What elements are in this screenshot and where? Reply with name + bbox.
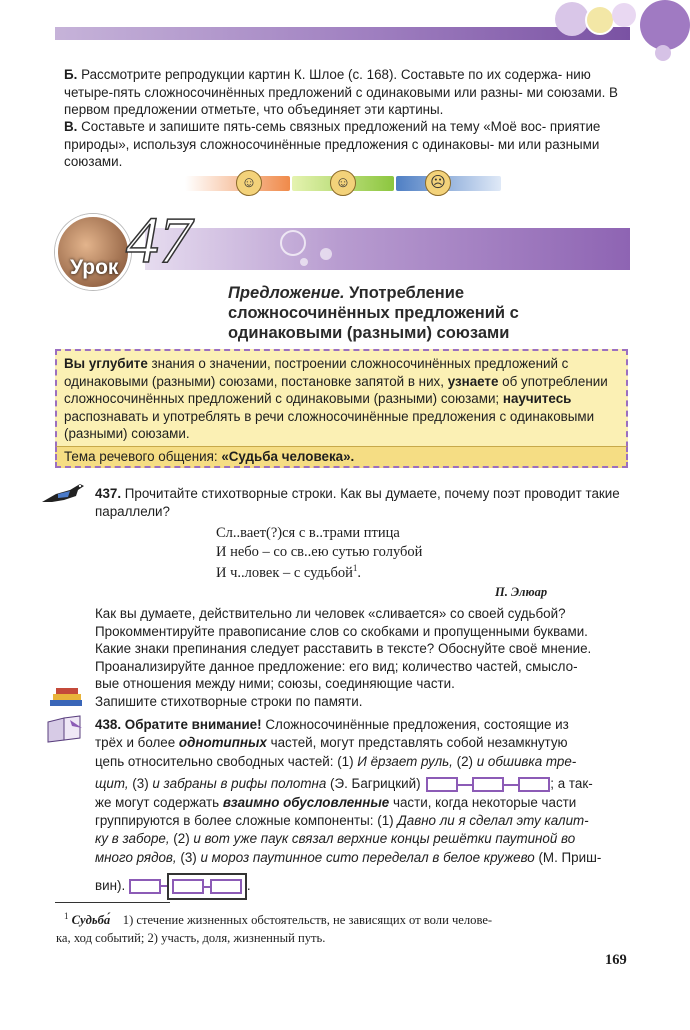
ex438 (95, 716, 630, 900)
scheme-box (518, 777, 550, 792)
decor-circle (300, 258, 308, 266)
poem-line-3 (216, 563, 361, 582)
ex438-text: (3) (128, 776, 153, 792)
ex438-example: и обшивка тре- (476, 753, 577, 769)
footnote-ref: 1 (352, 563, 358, 573)
task-v-text: Составьте и запишите пять-семь связных предложений на тему «Моё вос- приятие природы», используя сложносочинённые предложения с одинаковы- ми или разными союзами. (64, 119, 601, 170)
question-line: вые отношения между ними; союзы, соединяющие части. (95, 676, 455, 692)
footnote-mark: 1 (64, 911, 69, 921)
ex437-intro-text: Прочитайте стихотворные строки. Как вы думаете, почему поэт проводит такие параллели? (95, 486, 620, 519)
chain-scheme (426, 776, 550, 791)
grouped-scheme (129, 878, 247, 893)
lesson-title-italic: Предложение. (228, 284, 345, 302)
sad-face-icon: ☹ (425, 170, 451, 196)
ex438-text: (2) (452, 753, 477, 769)
ex438-heading: Обратите внимание! (124, 717, 262, 732)
goals-text-1: знания о значении, построении сложносочинённых предложений с одинаковыми (разными) союзами, постановке запятой в них, (64, 356, 569, 389)
task-b-text: Рассмотрите репродукции картин К. Шлое (с. 168). Составьте по их содержа- нию четыре-пять сложносочинённых предложений с одинаковыми или разны- ми союзами. В первом предложении отметьте, что объединяет эти картины. (64, 67, 618, 118)
attention-book-icon (46, 714, 84, 744)
poem-line-3-text: И ч..ловек – с судьбой (216, 564, 353, 581)
topic-label: Тема речевого общения: (64, 449, 218, 464)
ex438-text: же могут содержать (95, 794, 223, 810)
question-line: Запишите стихотворные строки по памяти. (95, 693, 363, 709)
ex438-example: и мороз паутинное сито переделал в белое кружево (200, 849, 535, 865)
scheme-box (210, 879, 242, 894)
poem-line-1: Сл..вает(?)ся с в..трами птица (216, 525, 400, 541)
ex438-text: части, когда некоторые части (389, 794, 577, 810)
lesson-word: Урок (70, 256, 119, 279)
ex438-term: однотипных (178, 735, 267, 751)
goals-bold-2: узнаете (447, 373, 499, 389)
goals-bold-3: научитесь (502, 391, 572, 407)
scheme-box (172, 879, 204, 894)
question-line: Какие знаки препинания следует расставить в тексте? Обоснуйте своё мнение. (95, 641, 592, 657)
decor-circle (320, 248, 332, 260)
decor-circle (280, 230, 306, 256)
ex438-example: И ёрзает руль, (357, 753, 453, 769)
task-b-label: Б. (64, 67, 78, 82)
task-v-label: В. (64, 119, 78, 134)
ex438-text: (М. Приш- (534, 849, 602, 865)
smile-face-icon: ☺ (330, 170, 356, 196)
magpie-icon (40, 478, 86, 508)
footnote-line-1: 1) стечение жизненных обстоятельств, не зависящих от воли челове- (122, 913, 493, 928)
decor-circle (585, 5, 615, 35)
topic-line (64, 448, 354, 466)
ex438-text: частей, могут представлять собой незамкнутую (266, 735, 568, 751)
page-number: 169 (605, 952, 627, 968)
goals-text (64, 355, 624, 443)
poem-author: П. Элюар (495, 585, 548, 599)
lesson-title-rest: Употребление сложносочинённых предложений с одинаковыми (разными) союзами (228, 284, 519, 342)
ex438-text: (Э. Багрицкий) (326, 776, 421, 792)
scheme-box (129, 879, 161, 894)
ex438-text: (3) (176, 849, 201, 865)
footnote-divider (55, 902, 170, 903)
decor-circle (655, 45, 671, 61)
lesson-band (145, 228, 630, 270)
footnote-word: Судьба́ (71, 913, 111, 928)
poem-line-2: И небо – со св..ею сутью голубой (216, 544, 423, 560)
ex438-example: ку в заборе, (95, 831, 170, 847)
task-b (64, 66, 630, 119)
ex438-text: вин). (95, 878, 126, 893)
ex438-text: ; а так- (550, 776, 593, 792)
poem-line-3-end: . (357, 564, 362, 581)
scheme-box (472, 777, 504, 792)
happy-face-icon: ☺ (236, 170, 262, 196)
ex438-text: (2) (169, 831, 194, 847)
ex437-intro (95, 485, 630, 520)
footnote-line-2: ка, ход событий; 2) участь, доля, жизненный путь. (56, 931, 326, 946)
goals-text-2: об употреблении сложносочинённых предложений с одинаковыми (разными) союзами; (64, 373, 608, 407)
ex438-text: цепь относительно свободных частей: (1) (95, 753, 358, 769)
goals-bold-1: Вы углубите (64, 356, 148, 371)
footnote (56, 907, 634, 947)
ex438-text: Сложносочинённые предложения, состоящие из (261, 717, 569, 732)
decor-circle (612, 3, 636, 27)
ex438-text: трёх и более (95, 735, 179, 751)
ex438-text: группируются в более сложные компоненты: (1) (95, 813, 398, 829)
ex438-example: Давно ли я сделал эту калит- (397, 813, 589, 829)
ex438-example: и забраны в рифы полотна (152, 776, 327, 792)
decor-circle (640, 0, 690, 50)
ex437-number: 437. (95, 486, 122, 501)
ex438-number: 438. (95, 717, 122, 732)
books-icon (48, 686, 84, 708)
goals-text-3: распознавать и употреблять в речи сложносочинённые предложения с одинаковыми (разными) союзами. (64, 408, 595, 442)
task-v (64, 118, 630, 171)
question-line: Проанализируйте данное предложение: его вид; количество частей, смысло- (95, 658, 578, 674)
ex438-example: много рядов, (95, 849, 177, 865)
lesson-title (228, 283, 628, 343)
ex438-example: щит, (95, 776, 129, 792)
question-line: Как вы думаете, действительно ли человек «сливается» со своей судьбой? (95, 606, 566, 621)
scheme-group (167, 873, 247, 899)
ex438-term: взаимно обусловленные (222, 794, 390, 810)
ex438-example: и вот уже паук связал верхние концы решётки паутиной во (193, 831, 576, 847)
question-line: Прокомментируйте правописание слов со скобками и пропущенными буквами. (95, 623, 588, 639)
ex437-questions (95, 605, 630, 711)
header-decor-bar (55, 27, 630, 40)
decor-circle (555, 2, 589, 36)
topic-value: «Судьба человека». (221, 449, 355, 464)
ex438-text: . (246, 878, 251, 893)
scheme-box (426, 777, 458, 792)
lesson-number: 47 (126, 204, 192, 277)
